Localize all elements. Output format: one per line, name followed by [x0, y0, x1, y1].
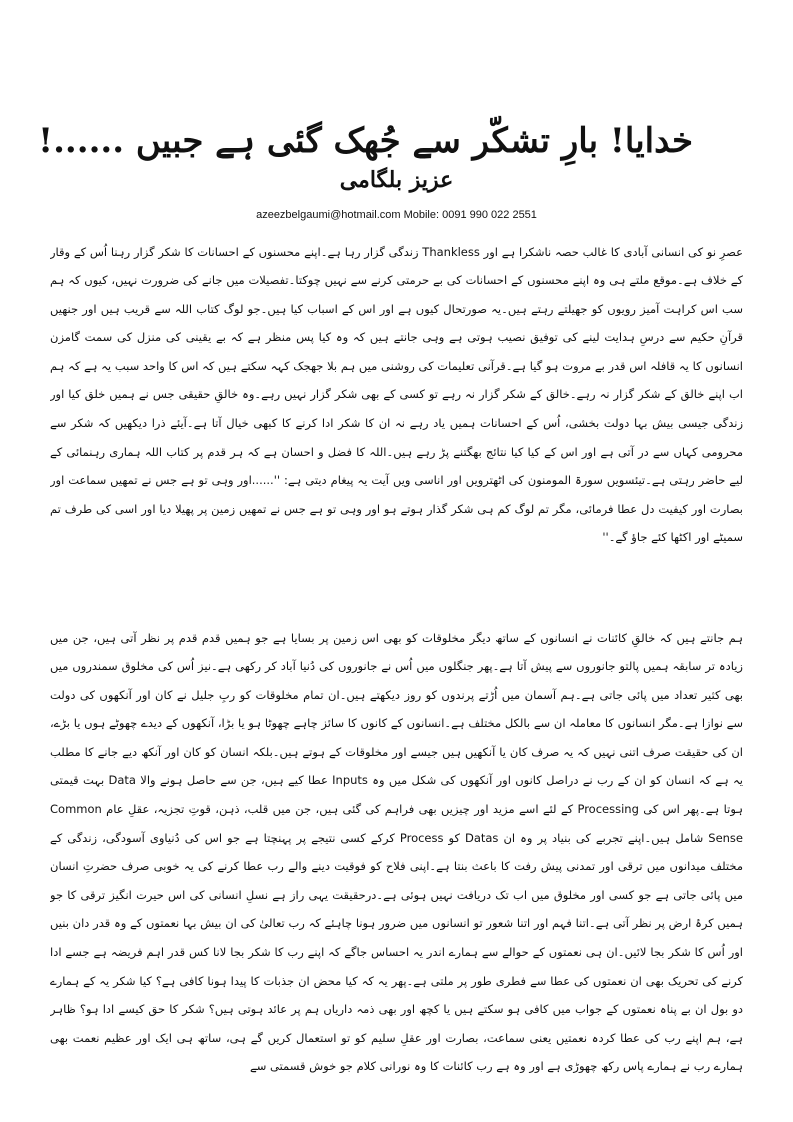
- article-title: خدایا! بارِ تشکّر سے جُھک گئی ہے جبیں ......!: [38, 120, 693, 161]
- article-author: عزیز بلگامی: [339, 167, 454, 193]
- author-contact: azeezbelgaumi@hotmail.com Mobile: 0091 990 022 2551: [256, 209, 537, 221]
- body-paragraph-1: عصرِ نو کی انسانی آبادی کا غالب حصہ ناشکرا ہے اور Thankless زندگی گزار رہا ہے۔اپنے محسنوں کے احسانات کا شکر گزار رہنا اُس کے وقار کے خلاف ہے۔موقع ملتے ہی وہ اپنے محسنوں کے احسانات کی بے حرمتی کرنے سے نہیں چوکتا۔تفصیلات میں جانے کی ضرورت نہیں، کیوں کہ ہم سب اس کراہت آمیز رویوں کو جھیلتے رہتے ہیں۔یہ صورتحال کیوں ہے اور اس کے اسباب کیا ہیں۔جو لوگ کتاب اللہ سے قریب ہیں اور جنھیں قرآنِ حکیم سے درسِ ہدایت لینے کی توفیق نصیب ہوتی ہے وہی جانتے ہیں کہ وہ کیا پس منظر ہے کہ بے یقینی کی منزل کی سمت گامزن انسانوں کا یہ قافلہ اس قدر بے مروت ہو گیا ہے۔قرآنی تعلیمات کی روشنی میں ہم بلا جھجک کہہ سکتے ہیں کہ اس کا واحد سبب یہ ہے کہ ہم اب اپنے خالق کے شکر گزار نہ رہے۔خالق کے شکر گزار نہ رہے تو کسی کے بھی شکر گزار نہیں رہے۔وہ خالقِ حقیقی جس نے ہمیں خلق کیا اور زندگی جیسی بیش بہا دولت بخشی، اُس کے احسانات ہمیں یاد رہے نہ ان کا شکر ادا کرنے کا کبھی خیال آتا ہے۔آیئے ذرا دیکھیں کہ شکر سے محرومی کہاں سے در آتی ہے اور اس کے کیا کیا نتائج بھگتنے پڑ رہے ہیں۔اللہ کا فضل و احسان ہے کہ ہر قدم پر کتاب اللہ ہماری رہنمائی کے لیے حاضر رہتی ہے۔تیئسویں سورۃ المومنون کی اٹھترویں اور اناسی ویں آیت یہ پیغام دیتی ہے: ''......اور وہی تو ہے جس نے تمھیں سماعت اور بصارت اور کیفیت دل عطا فرمائی، مگر تم لوگ کم ہی شکر گذار ہوتے ہو اور وہی تو ہے جس نے تمھیں زمین پر پھیلا دیا اور اسی کی طرف تم سمیٹے اور اکٹھا کئے جاؤ گے۔'': [50, 244, 743, 545]
- body-paragraph-2: ہم جانتے ہیں کہ خالقِ کائنات نے انسانوں کے ساتھ دیگر مخلوقات کو بھی اس زمین پر بسایا ہے جو ہمیں قدم قدم پر نظر آتی ہیں، جن میں زیادہ تر سابقہ ہمیں پالتو جانوروں سے پیش آتا ہے۔پھر جنگلوں میں اُس نے جانوروں کی دُنیا آباد کر رکھی ہے۔نیز اُس کی مخلوق سمندروں میں بھی کثیر تعداد میں پائی جاتی ہے۔ہم آسمان میں اُڑتے پرندوں کو روز دیکھتے ہیں۔ان تمام مخلوقات کو ربِ جلیل نے کان اور آنکھوں کی دولت سے نوازا ہے۔مگر انسانوں کا معاملہ ان سے بالکل مختلف ہے۔انسانوں کے کانوں کا سائز چاہے چھوٹا ہو یا بڑا، آنکھوں کے دیدے چھوٹے ہوں یا بڑے، ان کی حقیقت صرف اتنی نہیں کہ یہ صرف کان یا آنکھیں ہیں جیسے اور مخلوقات کے ہوتے ہیں۔بلکہ انسان کو کان اور آنکھ دیے جانے کا مطلب یہ ہے کہ انسان کو ان کے رب نے دراصل کانوں اور آنکھوں کی شکل میں وہ Inputs عطا کیے ہیں، جن سے حاصل ہونے والا Data بہت قیمتی ہوتا ہے۔پھر اس کی Processing کے لئے اسے مزید اور چیزیں بھی فراہم کی گئی ہیں، جن میں قلب، ذہن، قوتِ تجزیہ، عقلِ عام Common Sense شامل ہیں۔اپنے تجربے کی بنیاد پر وہ ان Datas کو Process کرکے کسی نتیجے پر پہنچتا ہے جو اس کی دُنیاوی آسودگی، زندگی کے مختلف میدانوں میں ترقی اور تمدنی پیش رفت کا باعث بنتا ہے۔اپنی فلاح کو فوقیت دینے والے رب عطا کرنے کی یہ خوبی صرف حضرتِ انسان میں پائی جاتی ہے جو کسی اور مخلوق میں اب تک دریافت نہیں ہوئی ہے۔درحقیقت یہی راز ہے نسلِ انسانی کی اس حیرت انگیز ترقی کا جو ہمیں کرۂ ارض پر نظر آتی ہے۔اتنا فہم اور اتنا شعور تو انسانوں میں ضرور ہونا چاہئے کہ رب تعالیٰ کی ان بیش بہا نعمتوں کے وہ قدر دان بنیں اور اُس کا شکر بجا لائیں۔ان ہی نعمتوں کے حوالے سے ہمارے اندر یہ احساس جاگے کہ اپنے رب کا شکر بجا لانا کس قدر اہم فریضہ ہے جسے ادا کرنے کی تحریک بھی ان نعمتوں کی عطا سے فطری طور پر ملتی ہے۔پھر یہ کہ کیا محض ان جذبات کا پیدا ہونا کافی ہے؟ کیا شکر یہ کے ہمارے دو بول ان بے پناہ نعمتوں کے جواب میں کافی ہو سکتے ہیں یا کچھ اور بھی ذمہ داریاں ہم پر عائد ہوتی ہیں؟ شکر کا حق کیسے ادا ہو؟ ظاہر ہے، ہم اپنے رب کی عطا کردہ نعمتیں یعنی سماعت، بصارت اور عقلِ سلیم کو تو استعمال کریں گے ہی، ساتھ ہی ایک اور عظیم نعمت بھی ہمارے رب نے ہمارے پاس رکھ چھوڑی ہے اور وہ ہے رب کائنات کا وہ نورانی کلام جو خوش قسمتی سے: [50, 630, 743, 1074]
